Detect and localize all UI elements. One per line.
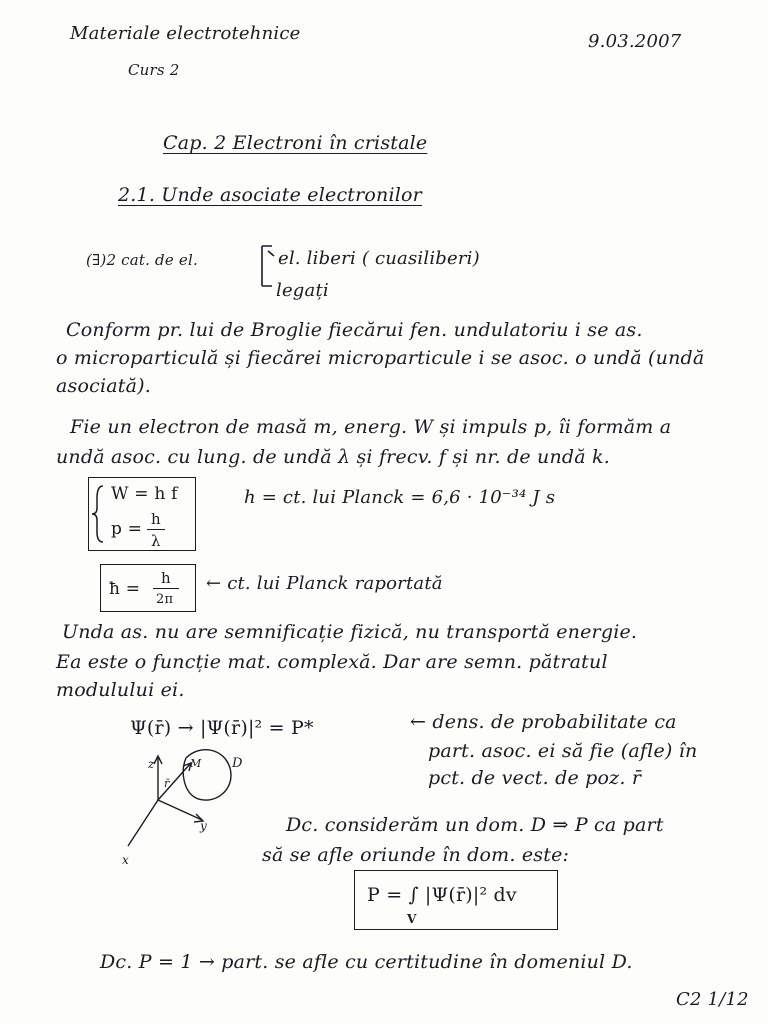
paragraph-line: asociată). [56, 375, 151, 397]
position-vector-label: r̄ [164, 777, 170, 790]
domain-text-line: să se afle oriunde în dom. este: [262, 844, 570, 866]
axis-x-label: x [122, 853, 129, 867]
probability-integral-box [354, 870, 558, 930]
energy-formula: W = h f [111, 484, 178, 504]
paragraph-line: o microparticulă și fiecărei microparticule i se asoc. o undă (undă [56, 347, 705, 369]
conclusion-line: Dc. P = 1 → part. se afle cu certitudine în domeniul D. [100, 951, 633, 973]
hbar-numerator: h [161, 569, 171, 587]
paragraph-line: Unda as. nu are semnificație fizică, nu transportă energie. [62, 621, 638, 643]
paragraph-line: undă asoc. cu lung. de undă λ și frecv. f și nr. de undă k. [56, 446, 610, 468]
momentum-denominator: λ [151, 532, 161, 550]
classification-lead: (∃)2 cat. de el. [86, 251, 198, 269]
momentum-formula-lhs: p = [111, 519, 143, 539]
probability-note-line: ← dens. de probabilitate ca [410, 711, 677, 733]
point-m-label: M [190, 757, 202, 770]
paragraph-line: Conform pr. lui de Broglie fiecărui fen. undulatoriu i se as. [66, 319, 643, 341]
axis-z-label: z [148, 757, 155, 771]
domain-d-label: D [232, 756, 243, 771]
probability-integral: P = ∫ |Ψ(r̄)|² dv [367, 884, 517, 906]
integral-domain-subscript: V [407, 912, 417, 926]
axis-y-label: y [200, 819, 207, 833]
page-number: C2 1/12 [676, 989, 749, 1010]
paragraph-line: Fie un electron de masă m, energ. W și impuls p, îi formăm a [70, 416, 672, 438]
planck-constant-note: h = ct. lui Planck = 6,6 · 10⁻³⁴ J s [244, 487, 556, 508]
classification-item-bound: legați [276, 280, 329, 301]
date: 9.03.2007 [588, 31, 682, 52]
paragraph-line: Ea este o funcție mat. complexă. Dar are semn. pătratul [56, 651, 608, 673]
hbar-denominator: 2π [156, 592, 174, 607]
chapter-title: Cap. 2 Electroni în cristale [163, 132, 428, 154]
hbar-formula-lhs: ħ = [109, 579, 141, 599]
course-number: Curs 2 [128, 61, 180, 79]
paragraph-line: modulului ei. [56, 679, 185, 701]
domain-text-line: Dc. considerăm un dom. D ⇒ P ca part [286, 814, 664, 836]
classification-item-free: el. liberi ( cuasiliberi) [278, 248, 480, 269]
hbar-note: ← ct. lui Planck raportată [206, 573, 443, 594]
momentum-numerator: h [151, 510, 161, 528]
probability-expression: Ψ(r̄) → |Ψ(r̄)|² = P* [130, 717, 314, 739]
probability-note-line: pct. de vect. de poz. r̄ [428, 767, 642, 789]
section-title: 2.1. Unde asociate electronilor [118, 184, 422, 206]
probability-note-line: part. asoc. ei să fie (afle) în [428, 740, 698, 762]
subject-title: Materiale electrotehnice [70, 23, 301, 44]
